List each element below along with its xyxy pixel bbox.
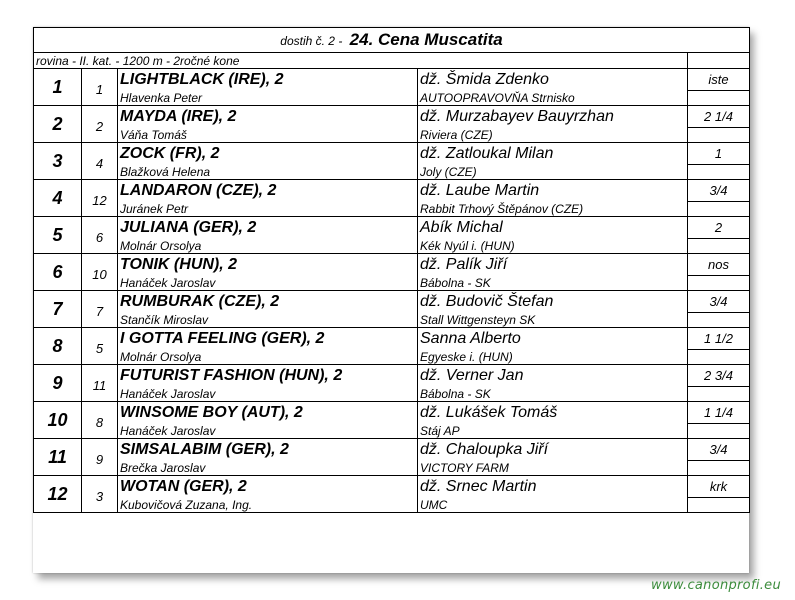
horse-name: JULIANA (GER), 2 [118, 217, 418, 239]
horse-name: TONIK (HUN), 2 [118, 254, 418, 276]
trainer-name: Hanáček Jaroslav [118, 275, 418, 291]
trainer-name: Brečka Jaroslav [118, 460, 418, 476]
result-subrow [34, 386, 750, 402]
result-row [34, 291, 750, 313]
owner-name: Egyeske i. (HUN) [418, 349, 688, 365]
result-subrow [34, 90, 750, 106]
winning-margin: 1 1/4 [688, 402, 750, 424]
watermark-text: www.canonprofi.eu [651, 578, 781, 593]
winning-margin: nos [688, 254, 750, 276]
jockey-name: dž. Palík Jiří [418, 254, 688, 276]
owner-name: Bábolna - SK [418, 386, 688, 402]
trainer-name: Kubovičová Zuzana, Ing. [118, 497, 418, 513]
result-subrow [34, 423, 750, 439]
trainer-name: Stančík Miroslav [118, 312, 418, 328]
winning-margin: 2 3/4 [688, 365, 750, 387]
trainer-name: Blažková Helena [118, 164, 418, 180]
horse-name: MAYDA (IRE), 2 [118, 106, 418, 128]
result-subrow [34, 312, 750, 328]
winning-margin: 1 1/2 [688, 328, 750, 350]
margin-empty-cell [688, 238, 750, 254]
result-subrow [34, 497, 750, 513]
race-name: 24. Cena Muscatita [349, 30, 503, 49]
margin-empty-cell [688, 312, 750, 328]
result-row [34, 254, 750, 276]
margin-empty-cell [688, 164, 750, 180]
jockey-name: dž. Lukášek Tomáš [418, 402, 688, 424]
horse-name: LANDARON (CZE), 2 [118, 180, 418, 202]
start-number: 5 [82, 328, 118, 365]
horse-name: WOTAN (GER), 2 [118, 476, 418, 498]
start-number: 11 [82, 365, 118, 402]
race-title [34, 28, 750, 53]
start-number: 10 [82, 254, 118, 291]
result-subrow [34, 164, 750, 180]
place-number: 2 [34, 106, 82, 143]
margin-empty-cell [688, 497, 750, 513]
start-number: 7 [82, 291, 118, 328]
trainer-name: Hanáček Jaroslav [118, 423, 418, 439]
place-number: 11 [34, 439, 82, 476]
start-number: 9 [82, 439, 118, 476]
margin-empty-cell [688, 90, 750, 106]
owner-name: Kék Nyúl i. (HUN) [418, 238, 688, 254]
place-number: 4 [34, 180, 82, 217]
margin-empty-cell [688, 386, 750, 402]
winning-margin: 2 [688, 217, 750, 239]
jockey-name: dž. Verner Jan [418, 365, 688, 387]
horse-name: I GOTTA FEELING (GER), 2 [118, 328, 418, 350]
owner-name: Stáj AP [418, 423, 688, 439]
place-number: 10 [34, 402, 82, 439]
place-number: 5 [34, 217, 82, 254]
place-number: 12 [34, 476, 82, 513]
owner-name: Riviera (CZE) [418, 127, 688, 143]
trainer-name: Hlavenka Peter [118, 90, 418, 106]
horse-name: LIGHTBLACK (IRE), 2 [118, 69, 418, 91]
margin-empty-cell [688, 423, 750, 439]
result-row [34, 328, 750, 350]
start-number: 3 [82, 476, 118, 513]
result-subrow [34, 275, 750, 291]
winning-margin: 3/4 [688, 180, 750, 202]
winning-margin: 1 [688, 143, 750, 165]
owner-name: Joly (CZE) [418, 164, 688, 180]
conditions-row [34, 53, 750, 69]
jockey-name: dž. Laube Martin [418, 180, 688, 202]
jockey-name: dž. Budovič Štefan [418, 291, 688, 313]
result-row [34, 180, 750, 202]
start-number: 4 [82, 143, 118, 180]
result-row [34, 402, 750, 424]
margin-empty-cell [688, 275, 750, 291]
start-number: 1 [82, 69, 118, 106]
race-prefix: dostih č. 2 - [280, 34, 343, 48]
result-row [34, 217, 750, 239]
result-row [34, 439, 750, 461]
margin-empty-cell [688, 349, 750, 365]
owner-name: UMC [418, 497, 688, 513]
start-number: 12 [82, 180, 118, 217]
horse-name: FUTURIST FASHION (HUN), 2 [118, 365, 418, 387]
results-table [33, 27, 750, 513]
owner-name: Stall Wittgensteyn SK [418, 312, 688, 328]
winning-margin: krk [688, 476, 750, 498]
start-number: 8 [82, 402, 118, 439]
margin-empty-cell [688, 127, 750, 143]
owner-name: Bábolna - SK [418, 275, 688, 291]
start-number: 6 [82, 217, 118, 254]
jockey-name: dž. Murzabayev Bauyrzhan [418, 106, 688, 128]
owner-name: AUTOOPRAVOVŇA Strnisko [418, 90, 688, 106]
place-number: 3 [34, 143, 82, 180]
trainer-name: Molnár Orsolya [118, 349, 418, 365]
result-subrow [34, 201, 750, 217]
horse-name: RUMBURAK (CZE), 2 [118, 291, 418, 313]
place-number: 6 [34, 254, 82, 291]
jockey-name: Abík Michal [418, 217, 688, 239]
horse-name: WINSOME BOY (AUT), 2 [118, 402, 418, 424]
result-row [34, 106, 750, 128]
horse-name: SIMSALABIM (GER), 2 [118, 439, 418, 461]
result-subrow [34, 127, 750, 143]
horse-name: ZOCK (FR), 2 [118, 143, 418, 165]
jockey-name: Sanna Alberto [418, 328, 688, 350]
result-subrow [34, 238, 750, 254]
jockey-name: dž. Šmida Zdenko [418, 69, 688, 91]
jockey-name: dž. Chaloupka Jiří [418, 439, 688, 461]
result-row [34, 69, 750, 91]
result-subrow [34, 460, 750, 476]
result-row [34, 143, 750, 165]
jockey-name: dž. Srnec Martin [418, 476, 688, 498]
owner-name: VICTORY FARM [418, 460, 688, 476]
winning-margin: iste [688, 69, 750, 91]
title-row [34, 28, 750, 53]
place-number: 7 [34, 291, 82, 328]
margin-empty-cell [688, 201, 750, 217]
trainer-name: Váňa Tomáš [118, 127, 418, 143]
jockey-name: dž. Zatloukal Milan [418, 143, 688, 165]
race-conditions: rovina - II. kat. - 1200 m - 2ročné kone [34, 53, 688, 69]
place-number: 1 [34, 69, 82, 106]
owner-name: Rabbit Trhový Štěpánov (CZE) [418, 201, 688, 217]
trainer-name: Juránek Petr [118, 201, 418, 217]
start-number: 2 [82, 106, 118, 143]
conditions-empty-cell [688, 53, 750, 69]
margin-empty-cell [688, 460, 750, 476]
result-row [34, 365, 750, 387]
winning-margin: 3/4 [688, 291, 750, 313]
place-number: 9 [34, 365, 82, 402]
winning-margin: 2 1/4 [688, 106, 750, 128]
trainer-name: Hanáček Jaroslav [118, 386, 418, 402]
place-number: 8 [34, 328, 82, 365]
result-subrow [34, 349, 750, 365]
result-row [34, 476, 750, 498]
trainer-name: Molnár Orsolya [118, 238, 418, 254]
winning-margin: 3/4 [688, 439, 750, 461]
results-sheet [33, 27, 749, 573]
